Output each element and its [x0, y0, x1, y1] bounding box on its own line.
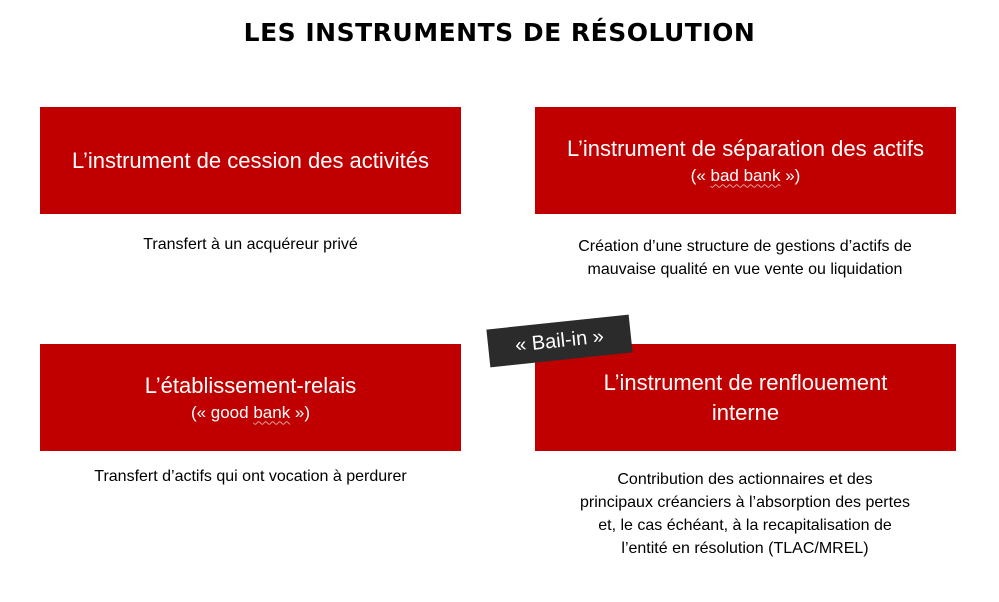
- instrument-box-separation: [535, 107, 956, 214]
- instrument-box-etablissement-relais: [40, 344, 461, 451]
- description-line: Transfert d’actifs qui ont vocation à perdurer: [94, 468, 407, 485]
- description-line: mauvaise qualité en vue vente ou liquidation: [587, 261, 903, 278]
- instrument-title-separation: L’instrument de séparation des actifs: [566, 135, 925, 161]
- subtitle-prefix: («: [690, 165, 711, 185]
- subtitle-term: bad bank: [710, 165, 781, 185]
- instrument-title-renflouement-line: interne: [711, 399, 780, 425]
- description-line: l’entité en résolution (TLAC/MREL): [621, 540, 869, 557]
- page-title: LES INSTRUMENTS DE RÉSOLUTION: [243, 18, 756, 47]
- subtitle-term: bank: [253, 402, 291, 422]
- instrument-title-cession: L’instrument de cession des activités: [71, 147, 430, 173]
- instrument-box-cession: [40, 107, 461, 214]
- description-line: Création d’une structure de gestions d’actifs de: [578, 238, 912, 255]
- instrument-description-etablissement-relais: [20, 465, 481, 488]
- subtitle-suffix: »): [780, 165, 801, 185]
- instrument-description-renflouement: [515, 468, 975, 560]
- instrument-title-renflouement-line: L’instrument de renflouement: [603, 369, 888, 395]
- description-line: principaux créanciers à l’absorption des pertes: [580, 494, 910, 511]
- instrument-description-cession: [40, 233, 461, 256]
- description-line: et, le cas échéant, à la recapitalisation de: [598, 517, 892, 534]
- instrument-description-separation: [515, 235, 975, 281]
- instrument-subtitle-etablissement-relais: [191, 401, 310, 425]
- bail-in-label: « Bail-in »: [486, 315, 632, 368]
- instrument-subtitle-separation: [691, 164, 801, 188]
- instrument-title-etablissement-relais: L’établissement-relais: [144, 372, 357, 398]
- description-line: Contribution des actionnaires et des: [617, 471, 873, 488]
- description-line: Transfert à un acquéreur privé: [143, 236, 358, 253]
- subtitle-prefix: (« good: [190, 402, 254, 422]
- instrument-box-renflouement: [535, 344, 956, 451]
- subtitle-suffix: »): [290, 402, 311, 422]
